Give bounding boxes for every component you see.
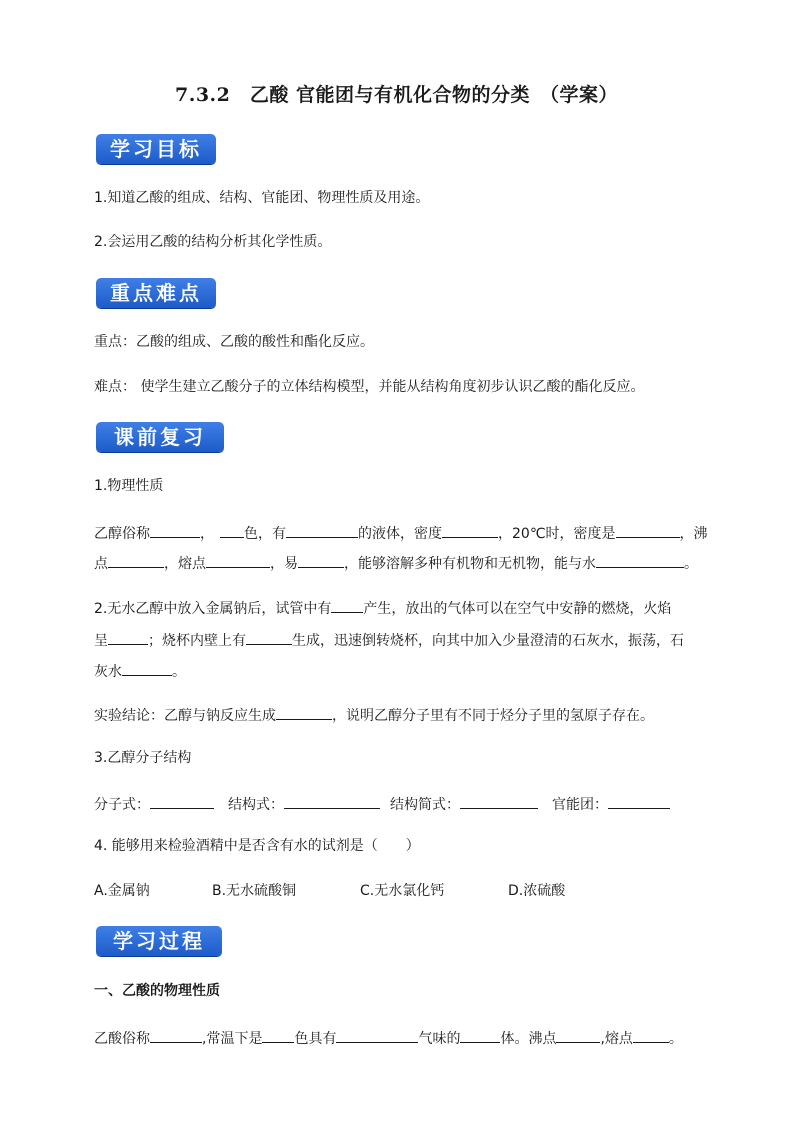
text: ,熔点 <box>600 1031 633 1047</box>
text: 。 <box>684 556 698 572</box>
blank[interactable] <box>298 553 344 568</box>
goal-item: 1.知道乙酸的组成、结构、官能团、物理性质及用途。 <box>94 190 430 206</box>
text: 色具有 <box>294 1031 337 1047</box>
blank[interactable] <box>284 794 380 809</box>
blank[interactable] <box>331 598 363 613</box>
page-title: 7.3.2 乙酸 官能团与有机化合物的分类 （学案） <box>174 84 618 106</box>
process-heading: 一、乙酸的物理性质 <box>94 983 220 999</box>
text: 。 <box>172 664 186 680</box>
review-q2-line1 <box>94 598 704 617</box>
review-q4-question: 4. 能够用来检验酒精中是否含有水的试剂是（ ） <box>94 838 420 854</box>
blank[interactable] <box>556 1028 600 1043</box>
review-q4-options <box>94 883 704 899</box>
text: 官能团： <box>552 797 608 813</box>
text: ；烧杯内壁上有 <box>148 633 246 649</box>
key-point-text: 重点：乙酸的组成、乙酸的酸性和酯化反应。 <box>94 334 374 350</box>
text: 乙醇俗称 <box>94 526 150 542</box>
goal-item: 2.会运用乙酸的结构分析其化学性质。 <box>94 234 332 250</box>
review-q1-title: 1.物理性质 <box>94 478 164 494</box>
text: 呈 <box>94 633 108 649</box>
text: ，熔点 <box>164 556 206 572</box>
text: 色，有 <box>244 526 286 542</box>
text: ,常温下是 <box>202 1031 263 1047</box>
blank[interactable] <box>108 553 164 568</box>
text: 结构简式： <box>390 797 460 813</box>
text: ，沸 <box>679 526 708 542</box>
blank[interactable] <box>220 523 244 538</box>
blank[interactable] <box>596 553 684 568</box>
section-badge-process: 学习过程 <box>96 926 222 956</box>
review-q1-line2 <box>94 553 704 572</box>
blank[interactable] <box>460 1028 500 1043</box>
review-q3-fields <box>94 794 704 813</box>
text: ，易 <box>270 556 298 572</box>
text: 结构式： <box>228 797 284 813</box>
blank[interactable] <box>206 553 270 568</box>
text: ，说明乙醇分子里有不同于烃分子里的氢原子存在。 <box>332 708 654 724</box>
text: 乙酸俗称 <box>94 1031 150 1047</box>
text: 2.无水乙醇中放入金属钠后，试管中有 <box>94 601 332 617</box>
process-line <box>94 1028 704 1047</box>
text: 生成，迅速倒转烧杯，向其中加入少量澄清的石灰水，振荡，石 <box>292 633 684 649</box>
review-conclusion <box>94 705 704 724</box>
text: 点 <box>94 556 108 572</box>
text: ， <box>200 526 214 542</box>
text: 的液体，密度 <box>358 526 442 542</box>
blank[interactable] <box>262 1028 294 1043</box>
section-badge-goals: 学习目标 <box>96 134 216 164</box>
text: 气味的 <box>418 1031 461 1047</box>
blank[interactable] <box>286 523 358 538</box>
blank[interactable] <box>616 523 680 538</box>
option-b[interactable]: B.无水硫酸铜 <box>212 883 297 899</box>
text: 产生，放出的气体可以在空气中安静的燃烧，火焰 <box>363 601 672 617</box>
blank[interactable] <box>633 1028 669 1043</box>
review-q3-title: 3.乙醇分子结构 <box>94 750 192 766</box>
option-c[interactable]: C.无水氯化钙 <box>360 883 445 899</box>
text: ，20℃时，密度是 <box>498 526 616 542</box>
blank[interactable] <box>460 794 538 809</box>
blank[interactable] <box>122 661 172 676</box>
text: 体。沸点 <box>500 1031 557 1047</box>
text: 。 <box>668 1031 683 1047</box>
difficult-point-text: 难点： 使学生建立乙酸分子的立体结构模型，并能从结构角度初步认识乙酸的酯化反应。 <box>94 379 645 395</box>
review-q2-line3 <box>94 661 704 680</box>
text: 实验结论：乙醇与钠反应生成 <box>94 708 276 724</box>
text: 灰水 <box>94 664 122 680</box>
blank[interactable] <box>150 1028 202 1043</box>
blank[interactable] <box>336 1028 418 1043</box>
review-q1-line1 <box>94 523 708 542</box>
text: 分子式： <box>94 797 150 813</box>
blank[interactable] <box>246 630 292 645</box>
blank[interactable] <box>150 794 214 809</box>
section-badge-review: 课前复习 <box>96 422 224 452</box>
blank[interactable] <box>276 705 332 720</box>
blank[interactable] <box>150 523 200 538</box>
blank[interactable] <box>442 523 498 538</box>
section-badge-key-points: 重点难点 <box>96 278 216 308</box>
blank[interactable] <box>608 794 670 809</box>
review-q2-line2 <box>94 630 704 649</box>
option-a[interactable]: A.金属钠 <box>94 883 150 899</box>
text: ，能够溶解多种有机物和无机物，能与水 <box>344 556 596 572</box>
blank[interactable] <box>108 630 148 645</box>
option-d[interactable]: D.浓硫酸 <box>508 883 566 899</box>
